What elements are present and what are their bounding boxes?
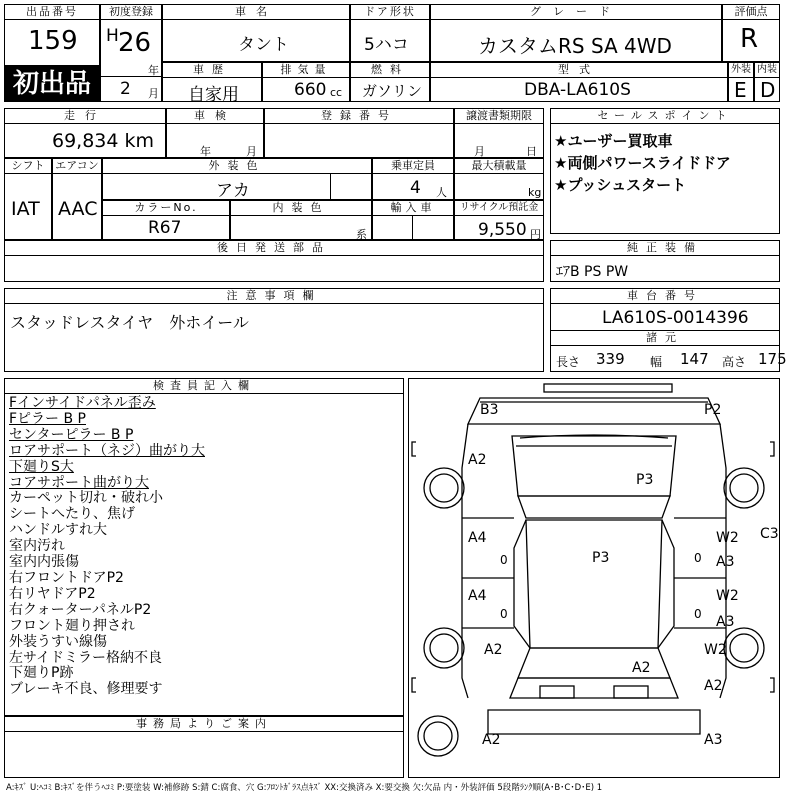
ext-grade: E bbox=[734, 78, 747, 102]
shift: IAT bbox=[11, 198, 40, 220]
damage-A2-lr: A2 bbox=[484, 642, 503, 658]
inspector-item: 外装うすい線傷 bbox=[9, 633, 107, 650]
year-unit: 年 bbox=[148, 64, 159, 77]
damage-zero-2: 0 bbox=[694, 551, 702, 565]
inspector-item: シートへたり、焦げ bbox=[9, 506, 135, 523]
capacity: 4 bbox=[410, 178, 421, 198]
damage-P2: P2 bbox=[704, 402, 722, 418]
inspection-year-unit: 年 bbox=[200, 145, 211, 158]
lot-number: 159 bbox=[28, 26, 78, 56]
reg-month: 2 bbox=[120, 79, 131, 99]
inspector-item: 下廻りP跡 bbox=[9, 665, 74, 682]
int-color-unit: 系 bbox=[356, 228, 367, 241]
damage-A4-left2: A4 bbox=[468, 588, 487, 604]
inspector-item: コアサポート曲がり大 bbox=[9, 474, 149, 491]
notes: スタッドレスタイヤ 外ホイール bbox=[10, 313, 249, 332]
mileage: 69,834 km bbox=[52, 130, 155, 152]
damage-B3: B3 bbox=[480, 402, 499, 418]
inspector-item: フロント廻り押され bbox=[9, 617, 135, 634]
displacement: 660 bbox=[294, 80, 327, 100]
color-no: R67 bbox=[148, 218, 182, 238]
damage-A3-r1: A3 bbox=[716, 554, 735, 570]
sales-point-3: ★プッシュスタート bbox=[554, 176, 687, 194]
damage-A3-r2: A3 bbox=[716, 614, 735, 630]
displacement-unit: cc bbox=[330, 86, 343, 99]
recycle-unit: 円 bbox=[530, 228, 541, 241]
ac: AAC bbox=[58, 198, 98, 220]
width: 147 bbox=[680, 350, 709, 368]
length-label: 長さ bbox=[556, 355, 581, 369]
sales-points-label: セールスポイント bbox=[551, 109, 779, 124]
color-no-label: カラーNo. bbox=[103, 201, 229, 216]
car-name-label: 車名 bbox=[163, 5, 349, 20]
divider bbox=[412, 215, 413, 240]
int-label: 内装 bbox=[755, 63, 779, 78]
displacement-label: 排気量 bbox=[263, 63, 349, 78]
inspection-month-unit: 月 bbox=[246, 145, 257, 158]
inspector-label: 検査員記入欄 bbox=[5, 379, 403, 394]
chassis-number: LA610S-0014396 bbox=[602, 308, 749, 328]
score: R bbox=[740, 24, 759, 54]
history-label: 車歴 bbox=[163, 63, 261, 78]
height-label: 高さ bbox=[722, 355, 747, 369]
reg-year: 26 bbox=[118, 28, 152, 58]
damage-P3-hood: P3 bbox=[636, 472, 654, 488]
notes-label: 注意事項欄 bbox=[5, 289, 543, 304]
inspector-item: Fピラー B P bbox=[9, 410, 86, 427]
capacity-label: 乗車定員 bbox=[373, 159, 453, 174]
ac-label: エアコン bbox=[53, 159, 101, 174]
damage-W2-r2: W2 bbox=[716, 588, 739, 604]
inspection-label: 車検 bbox=[167, 109, 263, 124]
damage-W2-r3: W2 bbox=[704, 642, 727, 658]
genuine-label: 純正装備 bbox=[551, 241, 779, 256]
later-parts-label: 後日発送部品 bbox=[5, 241, 543, 256]
damage-A2-rear: A2 bbox=[632, 660, 651, 676]
month-unit: 月 bbox=[148, 87, 159, 100]
inspector-item: Fインサイドパネル歪み bbox=[9, 395, 156, 411]
damage-A4-left1: A4 bbox=[468, 530, 487, 546]
sales-point-2: ★両側パワースライドドア bbox=[554, 154, 731, 172]
damage-A3-bot: A3 bbox=[704, 732, 723, 748]
fuel: ガソリン bbox=[362, 82, 423, 100]
transfer-label: 譲渡書類期限 bbox=[455, 109, 543, 124]
fuel-label: 燃料 bbox=[351, 63, 429, 78]
damage-zero-3: 0 bbox=[500, 607, 508, 621]
car-damage-diagram bbox=[408, 378, 780, 778]
inspector-item: 左サイドミラー格納不良 bbox=[9, 649, 163, 666]
color: アカ bbox=[216, 181, 250, 201]
car-name: タント bbox=[238, 35, 289, 55]
doors: 5ハコ bbox=[364, 35, 409, 55]
inspector-list bbox=[9, 396, 401, 698]
transfer-day-unit: 日 bbox=[526, 145, 537, 158]
grade-label: グレード bbox=[431, 5, 721, 20]
first-reg-label: 初度登録 bbox=[101, 5, 161, 20]
legend: A:ｷｽﾞ U:ﾍｺﾐ B:ｷｽﾞを伴うﾍｺﾐ P:要塗装 W:補修跡 S:錆 C:腐食、穴 G:ﾌﾛﾝﾄｶﾞﾗｽ点ｷｽﾞ XX:交換済み X:要交換 欠:欠品 内・外装評価 5段階ﾗﾝｸ順(A･B･C･D･E) 1 bbox=[6, 783, 603, 793]
dims-label: 諸元 bbox=[551, 331, 779, 346]
lot-number-label: 出品番号 bbox=[5, 5, 99, 20]
ext-label: 外装 bbox=[729, 63, 753, 78]
inspector-item: 室内汚れ bbox=[9, 538, 65, 555]
inspector-item: 下廻りS大 bbox=[9, 458, 74, 475]
inspector-item: 右リヤドアP2 bbox=[9, 585, 96, 602]
int-grade: D bbox=[760, 78, 776, 102]
score-label: 評価点 bbox=[723, 5, 779, 20]
inspector-item: ハンドルすれ大 bbox=[9, 522, 107, 539]
inspector-item: 室内内張傷 bbox=[9, 554, 79, 571]
chassis-label: 車台番号 bbox=[551, 289, 779, 304]
sales-point-1: ★ユーザー買取車 bbox=[554, 132, 673, 150]
history: 自家用 bbox=[188, 85, 239, 105]
load-label: 最大積載量 bbox=[455, 159, 543, 174]
inspector-item: ブレーキ不良、修理要す bbox=[9, 681, 163, 698]
inspector-item: ロアサポート（ネジ）曲がり大 bbox=[9, 442, 205, 459]
width-label: 幅 bbox=[650, 355, 663, 369]
damage-zero-4: 0 bbox=[694, 607, 702, 621]
reg-no-label: 登録番号 bbox=[265, 109, 453, 124]
int-color-label: 内装色 bbox=[231, 201, 371, 216]
height: 175 bbox=[758, 350, 787, 368]
damage-W2-r1: W2 bbox=[716, 530, 739, 546]
first-listing-badge: 初出品 bbox=[4, 66, 100, 102]
capacity-unit: 人 bbox=[436, 186, 447, 199]
import-label: 輸入車 bbox=[373, 201, 453, 216]
genuine-equipment: ｴｱB PS PW bbox=[556, 264, 629, 280]
grade: カスタムRS SA 4WD bbox=[478, 34, 672, 58]
divider bbox=[100, 76, 162, 77]
damage-C3: C3 bbox=[760, 526, 779, 542]
era: H bbox=[106, 26, 119, 46]
damage-P3-roof: P3 bbox=[592, 550, 610, 566]
color-label: 外装色 bbox=[103, 159, 371, 174]
damage-A2-bot: A2 bbox=[482, 732, 501, 748]
recycle-label: リサイクル預託金 bbox=[455, 201, 543, 216]
divider bbox=[330, 173, 331, 200]
damage-A2-rr: A2 bbox=[704, 678, 723, 694]
inspector-item: カーペット切れ・破れ小 bbox=[9, 490, 163, 507]
load-unit: kg bbox=[528, 186, 542, 199]
damage-zero-1: 0 bbox=[500, 553, 508, 567]
inspector-item: センターピラー B P bbox=[9, 426, 134, 443]
recycle-fee: 9,550 bbox=[478, 220, 527, 240]
doors-label: ドア形状 bbox=[351, 5, 429, 20]
transfer-month-unit: 月 bbox=[474, 145, 485, 158]
office-label: 事務局よりご案内 bbox=[5, 717, 403, 732]
model: DBA-LA610S bbox=[524, 80, 631, 100]
inspector-item: 右クォーターパネルP2 bbox=[9, 601, 152, 618]
model-label: 型式 bbox=[431, 63, 727, 78]
shift-label: シフト bbox=[5, 159, 51, 174]
mileage-label: 走行 bbox=[5, 109, 165, 124]
damage-A2-front: A2 bbox=[468, 452, 487, 468]
inspector-item: 右フロントドアP2 bbox=[9, 569, 124, 586]
length: 339 bbox=[596, 350, 625, 368]
